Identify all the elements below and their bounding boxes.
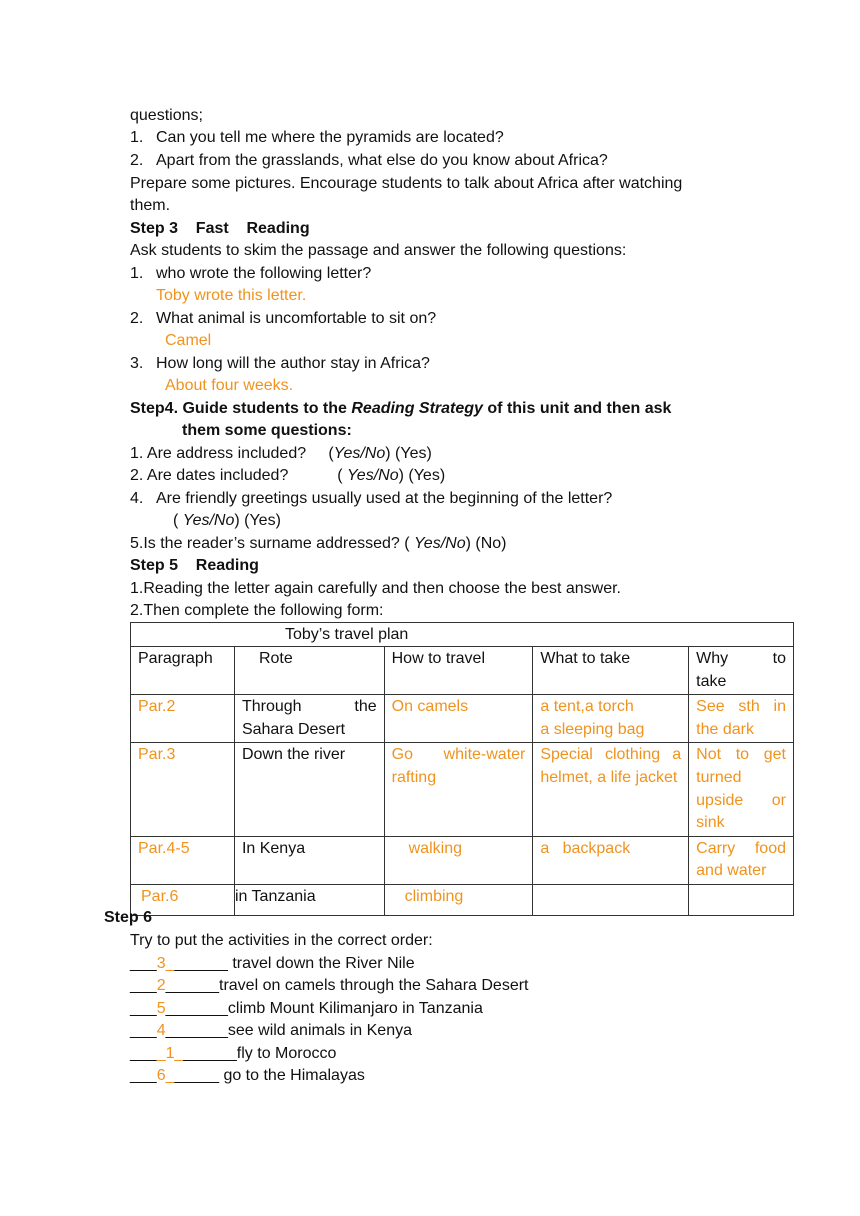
cell-paragraph: Par.6 [131, 884, 235, 915]
cell-how-to-travel: Go white-water rafting [384, 743, 533, 836]
choice-text: Yes/No [333, 445, 386, 462]
header-to-word: to [772, 650, 786, 667]
choice-text: Yes/No [347, 467, 399, 484]
answer-text: ) (Yes) [234, 512, 281, 529]
step3-heading: Step 3 Fast Reading [130, 220, 310, 237]
step3-answer-1: Toby wrote this letter. [156, 287, 307, 304]
step5-line-2: 2.Then complete the following form: [130, 602, 384, 619]
step5-heading: Step 5 Reading [130, 557, 259, 574]
table-row [131, 836, 794, 884]
header-paragraph: Paragraph [131, 647, 235, 695]
cell-what-to-take [533, 884, 689, 915]
step5-line-1: 1.Reading the letter again carefully and then choose the best answer. [130, 580, 621, 597]
header-how-to-travel: How to travel [384, 647, 533, 695]
activity-text: ______ travel down the River Nile [174, 955, 415, 972]
question-text: What animal is uncomfortable to sit on? [156, 310, 437, 327]
order-number: 3_ [156, 955, 175, 972]
cell-paragraph: Par.4-5 [131, 836, 235, 884]
step4-heading [130, 398, 671, 420]
choice-text: Yes/No [414, 535, 466, 552]
intro-prepare-line-1: Prepare some pictures. Encourage students to talk about Africa after watching [130, 175, 683, 192]
table-row [131, 743, 794, 836]
header-why-to-take [689, 647, 794, 695]
order-number: 4 [156, 1022, 166, 1039]
question-text: 2. Are dates included? ( [130, 467, 348, 484]
cell-paragraph: Par.2 [131, 695, 235, 743]
reading-strategy-emphasis: Reading Strategy [351, 400, 483, 417]
cell-rote: Through the Sahara Desert [234, 695, 384, 743]
cell-why-to-take: Not to get turned upside or sink [689, 743, 794, 836]
choice-open: ( [173, 512, 183, 529]
cell-rote: Down the river [234, 743, 384, 836]
cell-why-to-take: See sth in the dark [689, 695, 794, 743]
question-text: Are friendly greetings usually used at the beginning of the letter? [156, 490, 613, 507]
header-rote: Rote [234, 647, 384, 695]
step4-answer-4 [173, 510, 281, 532]
table-title: Toby’s travel plan [131, 623, 794, 647]
header-why-word: Why [696, 650, 729, 667]
activity-text: _______see wild animals in Kenya [165, 1022, 412, 1039]
list-number: 2. [130, 310, 144, 327]
blank: ___ [130, 977, 157, 994]
cell-why-to-take [689, 884, 794, 915]
cell-how-to-travel: walking [384, 836, 533, 884]
cell-what-to-take: Special clothing a helmet, a life jacket [533, 743, 689, 836]
cell-what-to-take: a backpack [533, 836, 689, 884]
order-item [130, 1043, 336, 1065]
list-number: 3. [130, 355, 144, 372]
activity-text: ______travel on camels through the Sahara Desert [165, 977, 529, 994]
blank: ___ [130, 1022, 157, 1039]
step3-question-1 [130, 263, 371, 285]
cell-why-to-take: Carry food and water [689, 836, 794, 884]
item-line: a tent,a torch [540, 698, 634, 716]
question-text: 1. Are address included? ( [130, 445, 334, 462]
order-number: _1_ [156, 1045, 184, 1062]
list-number: 1. [130, 265, 144, 282]
cell-rote: in Tanzania [234, 884, 384, 915]
question-text: 5.Is the reader’s surname addressed? ( [130, 535, 415, 552]
step3-question-3 [130, 353, 430, 375]
cell-paragraph: Par.3 [131, 743, 235, 836]
intro-question-2 [130, 150, 608, 172]
table-row [131, 884, 794, 915]
list-number: 1. [130, 129, 144, 146]
item-line: a sleeping bag [540, 720, 645, 738]
blank: ___ [130, 1045, 157, 1062]
question-text: How long will the author stay in Africa? [156, 355, 430, 372]
activity-text: _____ go to the Himalayas [174, 1067, 365, 1084]
order-item [130, 975, 529, 997]
order-item [130, 998, 483, 1020]
intro-question-1 [130, 127, 504, 149]
step6-heading: Step 6 [104, 909, 153, 926]
order-number: 2 [156, 977, 166, 994]
blank: ___ [130, 955, 157, 972]
question-text: who wrote the following letter? [156, 265, 372, 282]
step3-answer-3: About four weeks. [165, 377, 294, 394]
answer-text: ) (No) [465, 535, 507, 552]
header-take-word: take [696, 672, 727, 690]
step4-question-4 [130, 488, 612, 510]
activity-text: ______fly to Morocco [183, 1045, 337, 1062]
intro-questions-word: questions; [130, 107, 203, 124]
order-number: 6_ [156, 1067, 175, 1084]
order-item [130, 953, 415, 975]
step4-question-1 [130, 443, 432, 465]
question-text: Apart from the grasslands, what else do you know about Africa? [156, 152, 608, 169]
blank: ___ [130, 1000, 157, 1017]
step6-instruction: Try to put the activities in the correct order: [130, 932, 433, 949]
order-item [130, 1020, 412, 1042]
header-what-to-take: What to take [533, 647, 689, 695]
choice-text: Yes/No [182, 512, 235, 529]
step3-question-2 [130, 308, 436, 330]
step3-instruction: Ask students to skim the passage and answer the following questions: [130, 242, 627, 259]
step3-answer-2: Camel [165, 332, 212, 349]
activity-text: _______climb Mount Kilimanjaro in Tanzania [165, 1000, 483, 1017]
cell-how-to-travel: On camels [384, 695, 533, 743]
table-row [131, 695, 794, 743]
list-number: 2. [130, 152, 144, 169]
step4-question-2 [130, 465, 445, 487]
cell-rote: In Kenya [234, 836, 384, 884]
travel-plan-table [130, 622, 794, 916]
order-item [130, 1065, 365, 1087]
cell-how-to-travel: climbing [384, 884, 533, 915]
table-title-row [131, 623, 794, 647]
step4-heading-line-2: them some questions: [182, 422, 352, 439]
intro-prepare-line-2: them. [130, 197, 171, 214]
heading-part: of this unit and then ask [482, 400, 672, 417]
question-text: Can you tell me where the pyramids are located? [156, 129, 504, 146]
step4-question-5 [130, 533, 507, 555]
answer-text: ) (Yes) [398, 467, 446, 484]
cell-what-to-take [533, 695, 689, 743]
heading-part: Step4. Guide students to the [130, 400, 352, 417]
order-number: 5 [156, 1000, 166, 1017]
list-number: 4. [130, 490, 144, 507]
blank: ___ [130, 1067, 157, 1084]
answer-text: ) (Yes) [385, 445, 432, 462]
table-header-row [131, 647, 794, 695]
